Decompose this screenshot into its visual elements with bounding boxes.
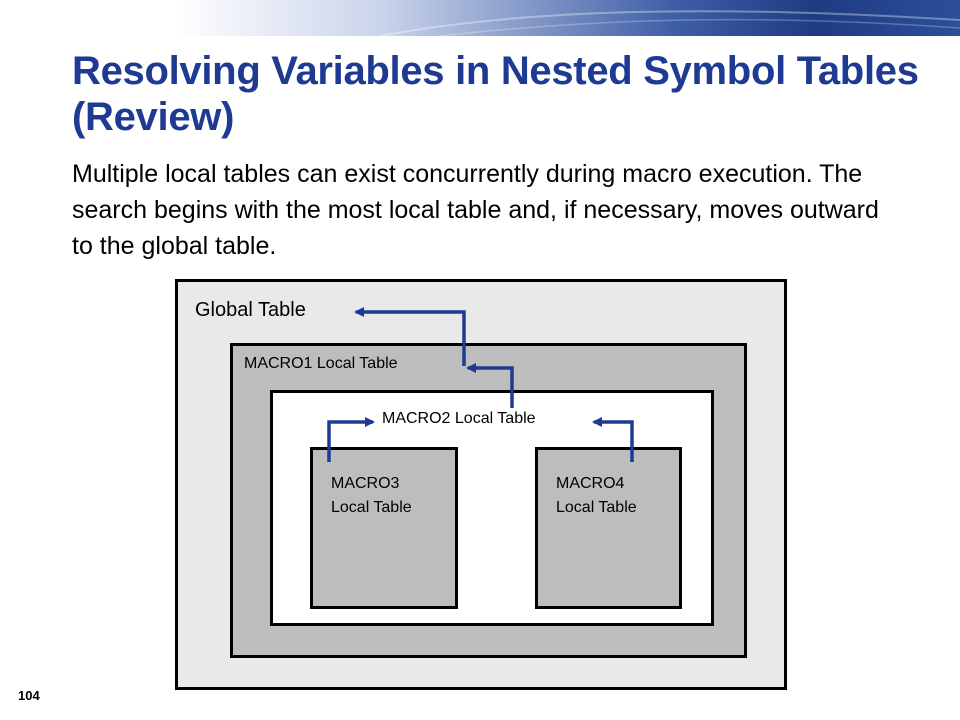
slide-title: Resolving Variables in Nested Symbol Tables (Review) bbox=[72, 49, 919, 139]
macro3-label-line1: MACRO3 bbox=[331, 475, 400, 492]
macro4-label-line1: MACRO4 bbox=[556, 475, 625, 492]
global-table-label: Global Table bbox=[195, 299, 306, 321]
macro3-label-line2: Local Table bbox=[331, 499, 412, 516]
macro4-label-line2: Local Table bbox=[556, 499, 637, 516]
arrow-macro3-to-macro2 bbox=[329, 422, 373, 462]
arrow-macro2-to-macro1 bbox=[468, 368, 512, 408]
macro1-table-label: MACRO1 Local Table bbox=[244, 355, 398, 372]
macro2-table-label: MACRO2 Local Table bbox=[382, 410, 536, 427]
page-number: 104 bbox=[18, 688, 40, 703]
arrow-macro4-to-macro2 bbox=[594, 422, 632, 462]
arrow-macro1-to-global bbox=[356, 312, 464, 366]
slide-subtitle: Multiple local tables can exist concurrently during macro execution. The search begins with the most local table and, if necessary, moves outward to the global table. bbox=[72, 160, 879, 260]
